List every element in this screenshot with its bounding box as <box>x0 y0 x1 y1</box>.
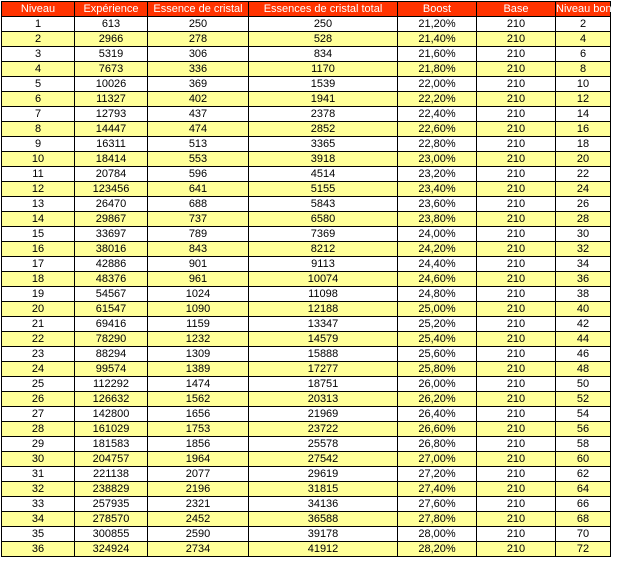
cell-base: 210 <box>477 17 556 32</box>
cell-essence: 250 <box>148 17 249 32</box>
table-row <box>2 122 611 137</box>
cell-base: 210 <box>477 407 556 422</box>
cell-essence-total: 3365 <box>249 137 398 152</box>
cell-experience: 11327 <box>75 92 148 107</box>
cell-essence: 641 <box>148 182 249 197</box>
cell-essence: 2452 <box>148 512 249 527</box>
header-row <box>2 2 611 17</box>
cell-base: 210 <box>477 482 556 497</box>
cell-experience: 161029 <box>75 422 148 437</box>
cell-boost: 25,60% <box>398 347 477 362</box>
cell-boost: 24,60% <box>398 272 477 287</box>
cell-niveau: 33 <box>2 497 75 512</box>
cell-essence: 553 <box>148 152 249 167</box>
cell-niveau: 25 <box>2 377 75 392</box>
cell-boost: 23,60% <box>398 197 477 212</box>
cell-base: 210 <box>477 452 556 467</box>
table-row <box>2 407 611 422</box>
cell-niveau: 5 <box>2 77 75 92</box>
cell-base: 210 <box>477 272 556 287</box>
cell-essence-total: 34136 <box>249 497 398 512</box>
cell-essence-total: 1539 <box>249 77 398 92</box>
cell-essence-total: 31815 <box>249 482 398 497</box>
table-row <box>2 422 611 437</box>
cell-base: 210 <box>477 542 556 557</box>
table-row <box>2 362 611 377</box>
cell-experience: 16311 <box>75 137 148 152</box>
cell-essence-total: 39178 <box>249 527 398 542</box>
cell-experience: 26470 <box>75 197 148 212</box>
cell-essence: 336 <box>148 62 249 77</box>
cell-experience: 61547 <box>75 302 148 317</box>
cell-experience: 18414 <box>75 152 148 167</box>
cell-niveau: 34 <box>2 512 75 527</box>
cell-niveau-bonus: 12 <box>556 92 611 107</box>
table-row <box>2 332 611 347</box>
cell-essence-total: 8212 <box>249 242 398 257</box>
table-row <box>2 182 611 197</box>
cell-essence: 901 <box>148 257 249 272</box>
cell-niveau: 24 <box>2 362 75 377</box>
cell-base: 210 <box>477 227 556 242</box>
cell-boost: 24,80% <box>398 287 477 302</box>
cell-experience: 112292 <box>75 377 148 392</box>
cell-niveau-bonus: 38 <box>556 287 611 302</box>
cell-boost: 22,40% <box>398 107 477 122</box>
cell-essence: 1656 <box>148 407 249 422</box>
table-row <box>2 197 611 212</box>
cell-essence-total: 2852 <box>249 122 398 137</box>
cell-base: 210 <box>477 242 556 257</box>
cell-experience: 257935 <box>75 497 148 512</box>
cell-experience: 99574 <box>75 362 148 377</box>
table-body <box>2 17 611 557</box>
table-row <box>2 347 611 362</box>
cell-niveau: 32 <box>2 482 75 497</box>
cell-niveau-bonus: 40 <box>556 302 611 317</box>
cell-base: 210 <box>477 317 556 332</box>
cell-boost: 25,80% <box>398 362 477 377</box>
cell-boost: 23,00% <box>398 152 477 167</box>
cell-niveau-bonus: 52 <box>556 392 611 407</box>
cell-boost: 27,00% <box>398 452 477 467</box>
cell-base: 210 <box>477 302 556 317</box>
cell-essence: 437 <box>148 107 249 122</box>
cell-essence: 843 <box>148 242 249 257</box>
cell-essence-total: 27542 <box>249 452 398 467</box>
cell-experience: 221138 <box>75 467 148 482</box>
cell-boost: 24,40% <box>398 257 477 272</box>
cell-base: 210 <box>477 137 556 152</box>
cell-niveau-bonus: 42 <box>556 317 611 332</box>
table-row <box>2 317 611 332</box>
cell-essence: 688 <box>148 197 249 212</box>
table-row <box>2 452 611 467</box>
cell-base: 210 <box>477 77 556 92</box>
cell-experience: 7673 <box>75 62 148 77</box>
cell-niveau: 13 <box>2 197 75 212</box>
cell-base: 210 <box>477 32 556 47</box>
cell-niveau: 15 <box>2 227 75 242</box>
table-row <box>2 437 611 452</box>
cell-boost: 27,40% <box>398 482 477 497</box>
cell-niveau: 19 <box>2 287 75 302</box>
cell-base: 210 <box>477 107 556 122</box>
cell-boost: 27,20% <box>398 467 477 482</box>
cell-essence: 1964 <box>148 452 249 467</box>
cell-niveau: 36 <box>2 542 75 557</box>
cell-niveau: 10 <box>2 152 75 167</box>
cell-experience: 20784 <box>75 167 148 182</box>
cell-essence-total: 12188 <box>249 302 398 317</box>
cell-base: 210 <box>477 392 556 407</box>
cell-boost: 21,40% <box>398 32 477 47</box>
cell-boost: 26,80% <box>398 437 477 452</box>
cell-base: 210 <box>477 212 556 227</box>
cell-essence-total: 9113 <box>249 257 398 272</box>
cell-experience: 142800 <box>75 407 148 422</box>
cell-boost: 21,80% <box>398 62 477 77</box>
cell-essence-total: 5843 <box>249 197 398 212</box>
cell-base: 210 <box>477 257 556 272</box>
cell-base: 210 <box>477 167 556 182</box>
cell-experience: 613 <box>75 17 148 32</box>
cell-essence: 278 <box>148 32 249 47</box>
cell-niveau: 22 <box>2 332 75 347</box>
cell-essence-total: 15888 <box>249 347 398 362</box>
cell-niveau-bonus: 2 <box>556 17 611 32</box>
cell-niveau: 14 <box>2 212 75 227</box>
table-row <box>2 62 611 77</box>
cell-niveau-bonus: 18 <box>556 137 611 152</box>
cell-experience: 88294 <box>75 347 148 362</box>
cell-niveau-bonus: 50 <box>556 377 611 392</box>
cell-boost: 26,00% <box>398 377 477 392</box>
cell-experience: 2966 <box>75 32 148 47</box>
cell-experience: 42886 <box>75 257 148 272</box>
cell-essence-total: 29619 <box>249 467 398 482</box>
table-row <box>2 482 611 497</box>
cell-essence: 789 <box>148 227 249 242</box>
cell-essence: 1389 <box>148 362 249 377</box>
table-row <box>2 77 611 92</box>
cell-niveau: 18 <box>2 272 75 287</box>
cell-boost: 23,20% <box>398 167 477 182</box>
cell-essence-total: 41912 <box>249 542 398 557</box>
cell-boost: 22,60% <box>398 122 477 137</box>
cell-essence-total: 10074 <box>249 272 398 287</box>
cell-niveau-bonus: 70 <box>556 527 611 542</box>
cell-essence: 1232 <box>148 332 249 347</box>
cell-essence: 2196 <box>148 482 249 497</box>
header-niveau: Niveau <box>2 2 75 17</box>
table-row <box>2 32 611 47</box>
cell-base: 210 <box>477 362 556 377</box>
cell-boost: 23,40% <box>398 182 477 197</box>
table-row <box>2 137 611 152</box>
cell-essence: 2734 <box>148 542 249 557</box>
cell-essence-total: 528 <box>249 32 398 47</box>
header-base: Base <box>477 2 556 17</box>
cell-experience: 38016 <box>75 242 148 257</box>
table-row <box>2 377 611 392</box>
cell-base: 210 <box>477 437 556 452</box>
cell-niveau-bonus: 22 <box>556 167 611 182</box>
cell-essence: 369 <box>148 77 249 92</box>
cell-boost: 24,20% <box>398 242 477 257</box>
cell-experience: 33697 <box>75 227 148 242</box>
cell-boost: 22,00% <box>398 77 477 92</box>
cell-base: 210 <box>477 347 556 362</box>
cell-niveau: 1 <box>2 17 75 32</box>
cell-base: 210 <box>477 377 556 392</box>
cell-boost: 24,00% <box>398 227 477 242</box>
cell-experience: 48376 <box>75 272 148 287</box>
cell-essence-total: 21969 <box>249 407 398 422</box>
cell-niveau-bonus: 68 <box>556 512 611 527</box>
cell-niveau: 7 <box>2 107 75 122</box>
cell-niveau: 31 <box>2 467 75 482</box>
cell-experience: 29867 <box>75 212 148 227</box>
cell-base: 210 <box>477 122 556 137</box>
cell-essence-total: 834 <box>249 47 398 62</box>
cell-boost: 21,20% <box>398 17 477 32</box>
cell-niveau: 17 <box>2 257 75 272</box>
cell-niveau-bonus: 54 <box>556 407 611 422</box>
cell-experience: 300855 <box>75 527 148 542</box>
cell-essence: 306 <box>148 47 249 62</box>
cell-niveau-bonus: 64 <box>556 482 611 497</box>
table-row <box>2 527 611 542</box>
cell-essence: 961 <box>148 272 249 287</box>
table-row <box>2 302 611 317</box>
cell-niveau: 11 <box>2 167 75 182</box>
cell-niveau: 35 <box>2 527 75 542</box>
table-row <box>2 467 611 482</box>
cell-base: 210 <box>477 512 556 527</box>
cell-niveau-bonus: 72 <box>556 542 611 557</box>
cell-essence: 1562 <box>148 392 249 407</box>
cell-niveau: 28 <box>2 422 75 437</box>
cell-essence-total: 13347 <box>249 317 398 332</box>
cell-niveau-bonus: 46 <box>556 347 611 362</box>
cell-niveau-bonus: 56 <box>556 422 611 437</box>
cell-experience: 14447 <box>75 122 148 137</box>
cell-boost: 28,20% <box>398 542 477 557</box>
cell-niveau-bonus: 48 <box>556 362 611 377</box>
cell-essence-total: 17277 <box>249 362 398 377</box>
cell-niveau-bonus: 30 <box>556 227 611 242</box>
cell-essence: 596 <box>148 167 249 182</box>
cell-niveau-bonus: 8 <box>556 62 611 77</box>
cell-boost: 28,00% <box>398 527 477 542</box>
cell-essence-total: 5155 <box>249 182 398 197</box>
cell-niveau: 9 <box>2 137 75 152</box>
cell-experience: 324924 <box>75 542 148 557</box>
cell-base: 210 <box>477 527 556 542</box>
cell-essence-total: 18751 <box>249 377 398 392</box>
cell-boost: 22,80% <box>398 137 477 152</box>
cell-essence-total: 6580 <box>249 212 398 227</box>
cell-essence: 513 <box>148 137 249 152</box>
cell-niveau: 20 <box>2 302 75 317</box>
cell-experience: 181583 <box>75 437 148 452</box>
cell-niveau: 16 <box>2 242 75 257</box>
cell-base: 210 <box>477 47 556 62</box>
cell-boost: 25,40% <box>398 332 477 347</box>
cell-niveau: 3 <box>2 47 75 62</box>
cell-niveau: 12 <box>2 182 75 197</box>
cell-experience: 78290 <box>75 332 148 347</box>
cell-niveau: 30 <box>2 452 75 467</box>
cell-essence-total: 36588 <box>249 512 398 527</box>
cell-essence-total: 25578 <box>249 437 398 452</box>
cell-niveau-bonus: 28 <box>556 212 611 227</box>
cell-niveau: 21 <box>2 317 75 332</box>
table-row <box>2 212 611 227</box>
cell-niveau-bonus: 32 <box>556 242 611 257</box>
cell-essence: 1090 <box>148 302 249 317</box>
cell-niveau-bonus: 62 <box>556 467 611 482</box>
header-essence-de-cristal: Essence de cristal <box>148 2 249 17</box>
cell-boost: 26,60% <box>398 422 477 437</box>
cell-essence-total: 14579 <box>249 332 398 347</box>
cell-niveau-bonus: 66 <box>556 497 611 512</box>
header-essences-de-cristal-total: Essences de cristal total <box>249 2 398 17</box>
table-row <box>2 17 611 32</box>
cell-essence: 2321 <box>148 497 249 512</box>
cell-niveau-bonus: 44 <box>556 332 611 347</box>
cell-essence: 1024 <box>148 287 249 302</box>
cell-base: 210 <box>477 152 556 167</box>
cell-niveau-bonus: 10 <box>556 77 611 92</box>
table-row <box>2 272 611 287</box>
table-row <box>2 242 611 257</box>
cell-essence: 1753 <box>148 422 249 437</box>
cell-essence: 1856 <box>148 437 249 452</box>
cell-niveau-bonus: 34 <box>556 257 611 272</box>
cell-boost: 27,60% <box>398 497 477 512</box>
cell-niveau-bonus: 16 <box>556 122 611 137</box>
cell-niveau-bonus: 24 <box>556 182 611 197</box>
table-row <box>2 227 611 242</box>
cell-niveau-bonus: 20 <box>556 152 611 167</box>
cell-niveau: 4 <box>2 62 75 77</box>
cell-base: 210 <box>477 92 556 107</box>
cell-essence-total: 250 <box>249 17 398 32</box>
cell-niveau-bonus: 4 <box>556 32 611 47</box>
cell-base: 210 <box>477 422 556 437</box>
cell-base: 210 <box>477 332 556 347</box>
cell-base: 210 <box>477 182 556 197</box>
table-row <box>2 497 611 512</box>
cell-boost: 25,00% <box>398 302 477 317</box>
cell-boost: 23,80% <box>398 212 477 227</box>
cell-base: 210 <box>477 467 556 482</box>
cell-boost: 27,80% <box>398 512 477 527</box>
cell-niveau: 8 <box>2 122 75 137</box>
cell-niveau-bonus: 36 <box>556 272 611 287</box>
cell-boost: 26,20% <box>398 392 477 407</box>
cell-essence: 1474 <box>148 377 249 392</box>
cell-essence-total: 4514 <box>249 167 398 182</box>
header-boost: Boost <box>398 2 477 17</box>
cell-experience: 10026 <box>75 77 148 92</box>
table-row <box>2 152 611 167</box>
cell-experience: 278570 <box>75 512 148 527</box>
table-row <box>2 287 611 302</box>
cell-experience: 12793 <box>75 107 148 122</box>
cell-essence: 402 <box>148 92 249 107</box>
cell-experience: 123456 <box>75 182 148 197</box>
cell-experience: 69416 <box>75 317 148 332</box>
cell-niveau: 27 <box>2 407 75 422</box>
cell-essence: 474 <box>148 122 249 137</box>
table-row <box>2 512 611 527</box>
cell-niveau-bonus: 26 <box>556 197 611 212</box>
cell-essence-total: 20313 <box>249 392 398 407</box>
cell-base: 210 <box>477 197 556 212</box>
cell-base: 210 <box>477 287 556 302</box>
level-table <box>1 1 623 557</box>
cell-boost: 22,20% <box>398 92 477 107</box>
cell-boost: 21,60% <box>398 47 477 62</box>
cell-boost: 26,40% <box>398 407 477 422</box>
cell-essence-total: 1170 <box>249 62 398 77</box>
cell-niveau-bonus: 14 <box>556 107 611 122</box>
cell-niveau-bonus: 60 <box>556 452 611 467</box>
cell-niveau: 29 <box>2 437 75 452</box>
cell-experience: 238829 <box>75 482 148 497</box>
cell-essence: 1309 <box>148 347 249 362</box>
table-row <box>2 257 611 272</box>
cell-niveau: 26 <box>2 392 75 407</box>
cell-base: 210 <box>477 62 556 77</box>
cell-essence-total: 1941 <box>249 92 398 107</box>
cell-boost: 25,20% <box>398 317 477 332</box>
cell-essence: 737 <box>148 212 249 227</box>
table-row <box>2 167 611 182</box>
header-niveau-bonus: Niveau bonus <box>556 2 623 15</box>
cell-essence-total: 3918 <box>249 152 398 167</box>
cell-essence-total: 23722 <box>249 422 398 437</box>
table-row <box>2 92 611 107</box>
table-row <box>2 392 611 407</box>
cell-base: 210 <box>477 497 556 512</box>
cell-essence: 2077 <box>148 467 249 482</box>
cell-experience: 5319 <box>75 47 148 62</box>
table-row <box>2 107 611 122</box>
cell-niveau: 2 <box>2 32 75 47</box>
cell-niveau: 6 <box>2 92 75 107</box>
table-row <box>2 47 611 62</box>
table-row <box>2 542 611 557</box>
cell-essence: 2590 <box>148 527 249 542</box>
cell-niveau-bonus: 6 <box>556 47 611 62</box>
header-experience: Expérience <box>75 2 148 17</box>
cell-essence-total: 11098 <box>249 287 398 302</box>
cell-experience: 204757 <box>75 452 148 467</box>
cell-experience: 126632 <box>75 392 148 407</box>
cell-essence-total: 2378 <box>249 107 398 122</box>
cell-niveau-bonus: 58 <box>556 437 611 452</box>
cell-essence-total: 7369 <box>249 227 398 242</box>
spreadsheet <box>1 1 623 557</box>
cell-experience: 54567 <box>75 287 148 302</box>
cell-niveau: 23 <box>2 347 75 362</box>
cell-essence: 1159 <box>148 317 249 332</box>
